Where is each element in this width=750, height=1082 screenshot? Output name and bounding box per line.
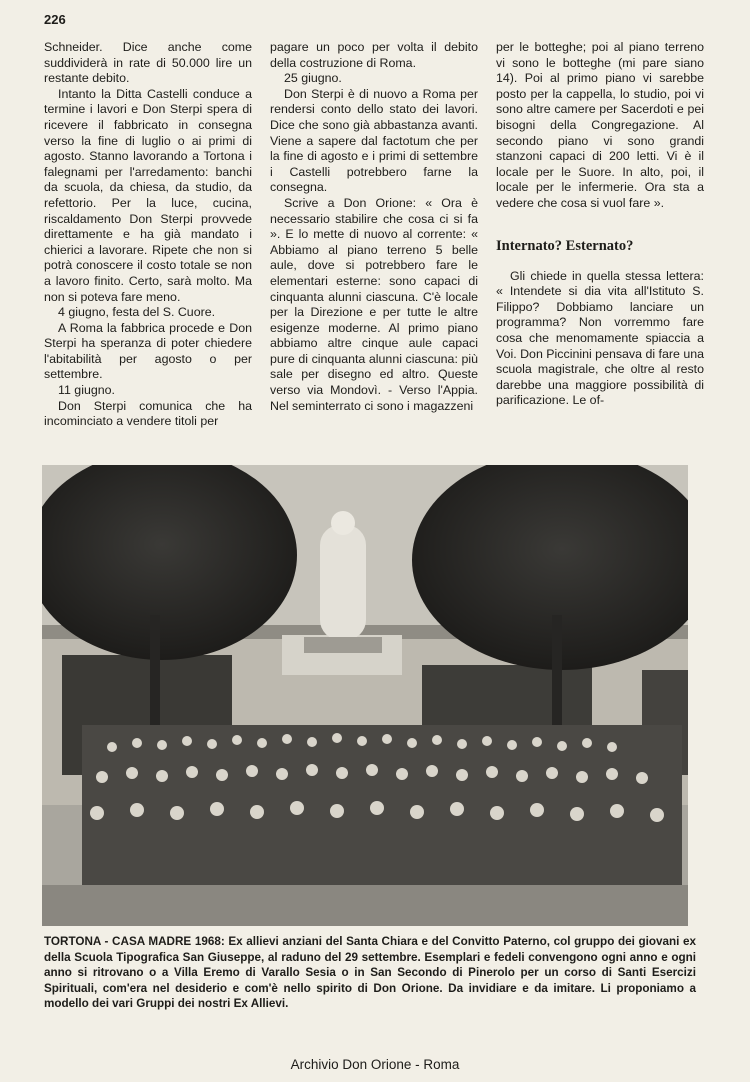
paragraph: 11 giugno.: [58, 383, 115, 398]
paragraph: Intanto la Ditta Castelli conduce a termine i lavori e Don Sterpi spera di ricevere il fabbricato in consegna verso la fine di luglio o ai primi di agosto. Stanno lavorando a Tortona i falegnami per l'arredamento: banchi da scuola, da chiesa, da studio, da refettorio. Per la luce, cucina, riscaldamento Don Sterpi provvede direttamente e ha già mandato i chierici a lavorare. Ripete che non si potrà conoscere il costo totale se non a lavoro finito. Certo, sarà molto. Ma non si poteva fare meno.: [44, 86, 252, 304]
text-column-3: [496, 40, 704, 409]
paragraph: per le botteghe; poi al piano terreno vi sono le botteghe (mi pare siano 14). Poi al primo piano vi sarebbe posto per la cappella, lo studio, poi vi sono altre camere per Sacerdoti e pei bisogni della Congregazione. Al secondo piano vi sono grandi stanzoni capaci di 200 letti. Vi è il locale per le Suore. In alto, poi, il locale per le infermerie. Ora sta a vedere che cosa si vuol fare ».: [496, 40, 704, 210]
text-column-1: [44, 40, 252, 430]
group-photograph-icon: [42, 465, 688, 926]
text-column-2: [270, 40, 478, 414]
paragraph: Gli chiede in quella stessa lettera: « Intendete si dia vita all'Istituto S. Filippo? Dobbiamo lanciare un programma? Non vorremmo fare cosa che menomamente spiaccia a Voi. Don Piccinini pensava di fare una scuola magistrale, che oltre al resto darebbe una maggiore possibilità di parificazione. Le of-: [496, 268, 705, 408]
paragraph: 25 giugno.: [284, 71, 342, 86]
archive-footer: Archivio Don Orione - Roma: [290, 1057, 460, 1072]
paragraph: Don Sterpi è di nuovo a Roma per rendersi conto dello stato dei lavori. Dice che sono già abbastanza avanti. Viene a sapere dal factotum che per la fine di agosto e i primi di settembre i Castelli potrebbero farne la consegna.: [270, 86, 478, 195]
paragraph: Schneider. Dice anche come suddividerà in rate di 50.000 lire un restante debito.: [44, 40, 252, 86]
group-photograph: [42, 465, 688, 926]
paragraph: A Roma la fabbrica procede e Don Sterpi ha speranza di poter chiedere l'abitabilità per agosto o per settembre.: [44, 320, 252, 382]
paragraph: pagare un poco per volta il debito della costruzione di Roma.: [270, 40, 478, 70]
section-heading: Internato? Esternato?: [496, 237, 634, 254]
page-number: 226: [44, 12, 66, 27]
photo-caption: TORTONA - CASA MADRE 1968: Ex allievi anziani del Santa Chiara e del Convitto Paterno, col gruppo dei giovani ex della Scuola Tipografica San Giuseppe, al raduno del 29 settembre. Esemplari e fedeli convengono ogni anno e ogni anno si ritrovano o a Villa Eremo di Varallo Sesia o in San Secondo di Pinerolo per un corso di Santi Esercizi Spirituali, com'era nel desiderio e com'è nello spirito di Don Orione. Da invidiare e da imitare. Li proponiamo a modello dei vari Gruppi dei nostri Ex Allievi.: [44, 935, 696, 1011]
paragraph: Don Sterpi comunica che ha incominciato a vendere titoli per: [44, 398, 252, 429]
paragraph: 4 giugno, festa del S. Cuore.: [58, 305, 216, 320]
paragraph: Scrive a Don Orione: « Ora è necessario stabilire che cosa ci si fa ». E lo mette di nuovo al corrente: « Abbiamo al piano terreno 5 belle aule, dove si potrebbero fare le elementari esterne: sono capaci di cinquanta alunni ciascuna. C'è locale per la Direzione e per tutte le altre esigenze moderne. Al primo piano abbiamo altre cinque aule capaci pure di cinquanta alunni ciascuna: più sale per disegno ed altro. Queste verso via Mondovì. - Verso l'Appia. Nel seminterrato ci sono i magazzeni: [270, 195, 478, 413]
